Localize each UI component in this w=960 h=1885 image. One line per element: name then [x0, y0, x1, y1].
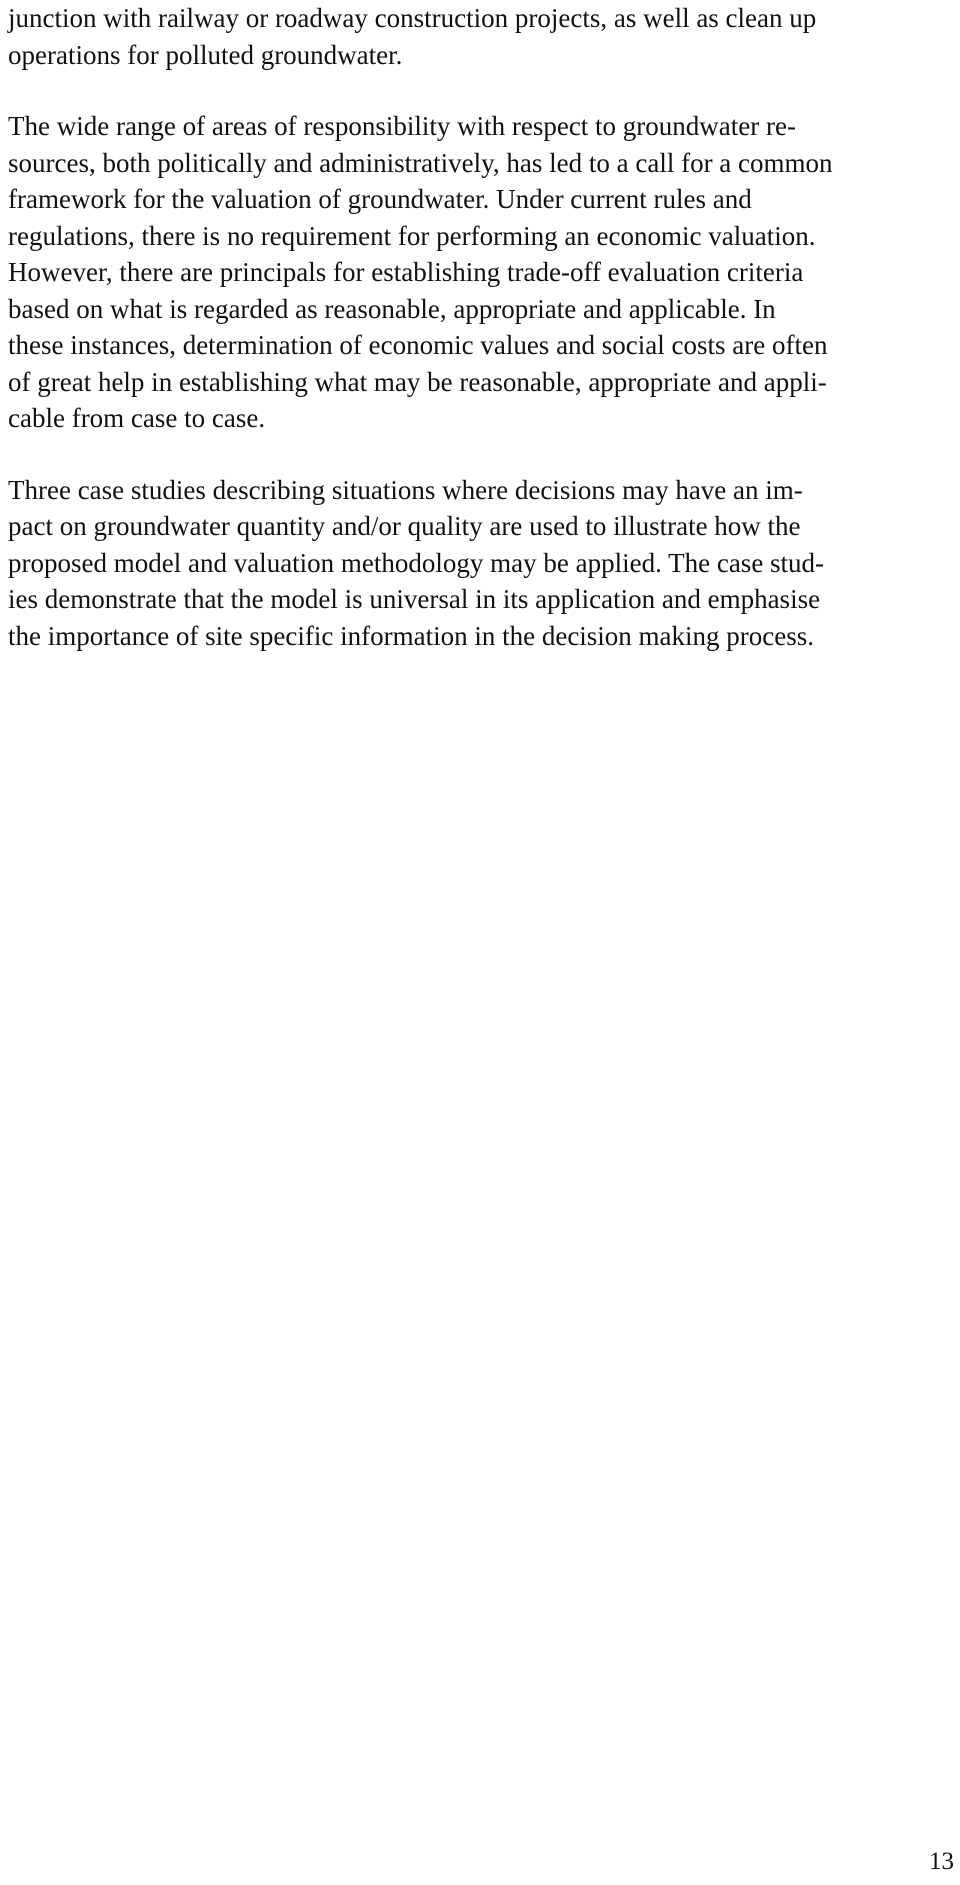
paragraph-case-studies: Three case studies describing situations where decisions may have an im- pact on groundwater quantity and/or quality are used to illustrate how the proposed model and valuation methodology may be applied. The case stud- ies demonstrate that the model is universal in its application and emphasise the importance of site specific information in the decision making process. [8, 474, 825, 651]
paragraph-continuation: junction with railway or roadway construction projects, as well as clean up operations for polluted groundwater. [8, 3, 817, 70]
paragraph-responsibility: The wide range of areas of responsibility with respect to groundwater re- sources, both politically and administratively, has led to a call for a common framework for the valuation of groundwater. Under current rules and regulations, there is no requirement for performing an economic valuation. However, there are principals for establishing trade-off evaluation criteria based on what is regarded as reasonable, appropriate and applicable. In these instances, determination of economic values and social costs are often of great help in establishing what may be reasonable, appropriate and appli- cable from case to case. [8, 111, 833, 433]
document-body [8, 0, 948, 654]
page-number: 13 [929, 1848, 954, 1875]
